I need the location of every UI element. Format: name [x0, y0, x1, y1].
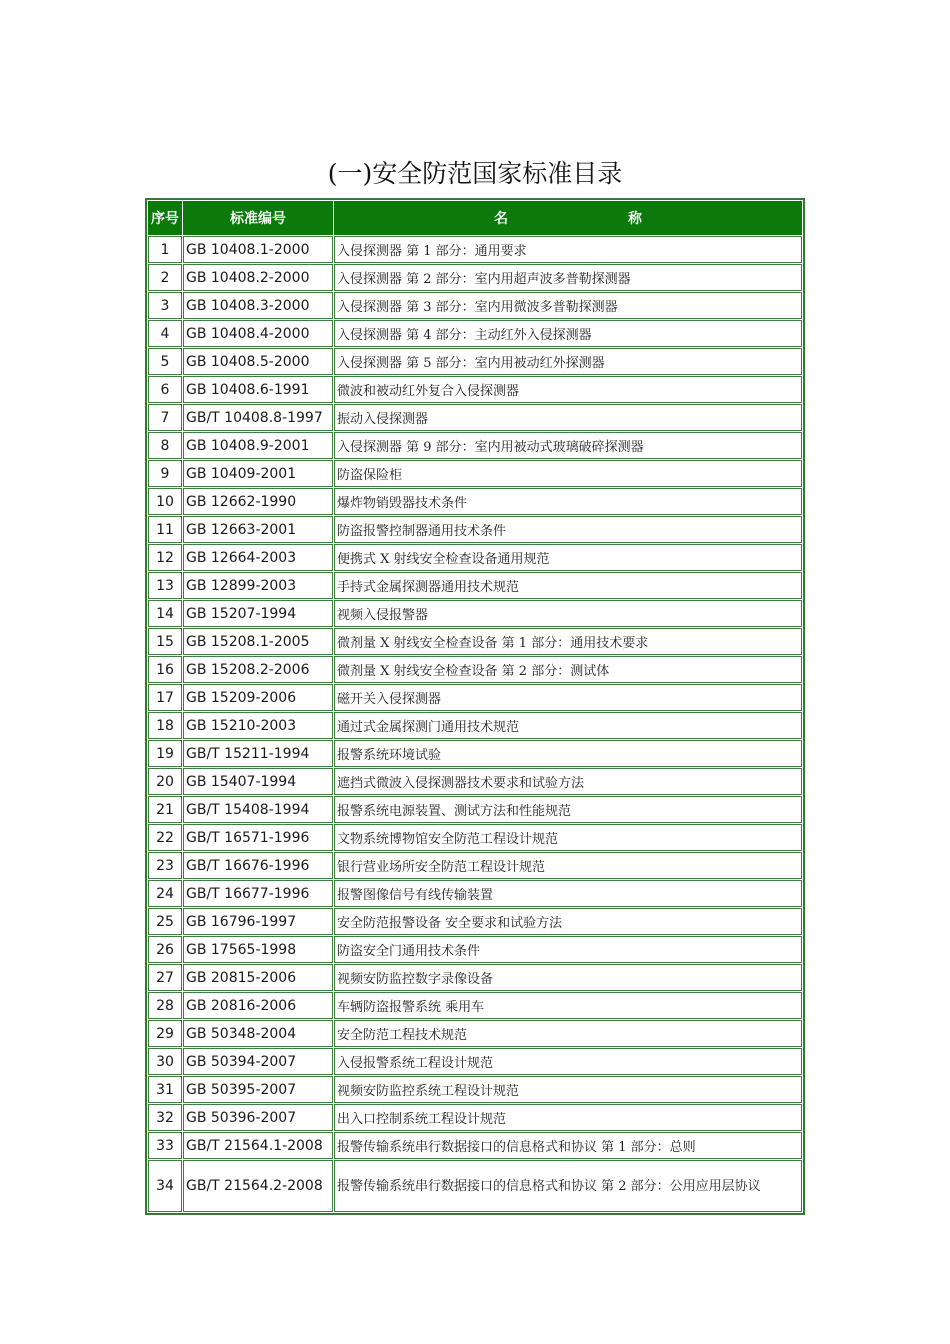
- cell-standard-code: GB 20815-2006: [183, 964, 333, 991]
- table-row: [148, 1160, 802, 1212]
- cell-standard-code: GB 10408.4-2000: [183, 320, 333, 347]
- cell-serial-number: 26: [148, 936, 182, 963]
- cell-standard-code: GB/T 10408.8-1997: [183, 404, 333, 431]
- cell-standard-code: GB/T 16571-1996: [183, 824, 333, 851]
- header-serial-number: 序号: [148, 201, 182, 235]
- cell-standard-name: 防盗安全门通用技术条件: [334, 936, 802, 963]
- cell-serial-number: 10: [148, 488, 182, 515]
- cell-serial-number: 2: [148, 264, 182, 291]
- header-name-right: 称: [628, 211, 642, 227]
- cell-standard-name: 遮挡式微波入侵探测器技术要求和试验方法: [334, 768, 802, 795]
- table-row: [148, 628, 802, 655]
- cell-standard-code: GB 10408.3-2000: [183, 292, 333, 319]
- cell-serial-number: 29: [148, 1020, 182, 1047]
- table-row: [148, 1104, 802, 1131]
- cell-serial-number: 17: [148, 684, 182, 711]
- cell-standard-name: 通过式金属探测门通用技术规范: [334, 712, 802, 739]
- cell-standard-name: 出入口控制系统工程设计规范: [334, 1104, 802, 1131]
- cell-serial-number: 23: [148, 852, 182, 879]
- cell-standard-code: GB 10408.2-2000: [183, 264, 333, 291]
- cell-serial-number: 19: [148, 740, 182, 767]
- cell-standard-name: 防盗保险柜: [334, 460, 802, 487]
- table-row: [148, 684, 802, 711]
- cell-serial-number: 11: [148, 516, 182, 543]
- table-row: [148, 320, 802, 347]
- table-header: [148, 201, 802, 235]
- standards-table: [147, 200, 803, 1213]
- table-row: [148, 908, 802, 935]
- cell-standard-name: 入侵探测器 第 4 部分：主动红外入侵探测器: [334, 320, 802, 347]
- table-row: [148, 768, 802, 795]
- cell-standard-code: GB 15208.1-2005: [183, 628, 333, 655]
- cell-serial-number: 8: [148, 432, 182, 459]
- cell-serial-number: 12: [148, 544, 182, 571]
- cell-standard-code: GB 15208.2-2006: [183, 656, 333, 683]
- cell-standard-name: 入侵探测器 第 9 部分：室内用被动式玻璃破碎探测器: [334, 432, 802, 459]
- cell-standard-code: GB 15207-1994: [183, 600, 333, 627]
- cell-standard-name: 安全防范工程技术规范: [334, 1020, 802, 1047]
- cell-standard-name: 车辆防盗报警系统 乘用车: [334, 992, 802, 1019]
- table-row: [148, 600, 802, 627]
- table-row: [148, 824, 802, 851]
- cell-serial-number: 7: [148, 404, 182, 431]
- cell-standard-code: GB 10408.5-2000: [183, 348, 333, 375]
- cell-standard-name: 文物系统博物馆安全防范工程设计规范: [334, 824, 802, 851]
- cell-standard-name: 报警传输系统串行数据接口的信息格式和协议 第 2 部分：公用应用层协议: [334, 1160, 802, 1212]
- table-row: [148, 404, 802, 431]
- cell-standard-name: 报警图像信号有线传输装置: [334, 880, 802, 907]
- cell-standard-code: GB/T 16676-1996: [183, 852, 333, 879]
- table-row: [148, 740, 802, 767]
- cell-standard-name: 入侵探测器 第 3 部分：室内用微波多普勒探测器: [334, 292, 802, 319]
- cell-serial-number: 28: [148, 992, 182, 1019]
- cell-standard-code: GB 10408.9-2001: [183, 432, 333, 459]
- table-row: [148, 376, 802, 403]
- cell-standard-code: GB 16796-1997: [183, 908, 333, 935]
- table-row: [148, 852, 802, 879]
- cell-standard-code: GB 20816-2006: [183, 992, 333, 1019]
- cell-serial-number: 22: [148, 824, 182, 851]
- table-row: [148, 796, 802, 823]
- table-row: [148, 1020, 802, 1047]
- cell-standard-name: 银行营业场所安全防范工程设计规范: [334, 852, 802, 879]
- cell-standard-code: GB 12899-2003: [183, 572, 333, 599]
- cell-serial-number: 21: [148, 796, 182, 823]
- table-row: [148, 1132, 802, 1159]
- cell-standard-name: 报警传输系统串行数据接口的信息格式和协议 第 1 部分：总则: [334, 1132, 802, 1159]
- header-row: [148, 201, 802, 235]
- cell-standard-name: 报警系统环境试验: [334, 740, 802, 767]
- cell-standard-name: 爆炸物销毁器技术条件: [334, 488, 802, 515]
- cell-standard-name: 振动入侵探测器: [334, 404, 802, 431]
- cell-standard-code: GB 15209-2006: [183, 684, 333, 711]
- cell-serial-number: 18: [148, 712, 182, 739]
- table-row: [148, 964, 802, 991]
- cell-standard-code: GB/T 15211-1994: [183, 740, 333, 767]
- cell-serial-number: 33: [148, 1132, 182, 1159]
- table-row: [148, 264, 802, 291]
- cell-standard-code: GB 10408.1-2000: [183, 236, 333, 263]
- cell-standard-code: GB/T 21564.1-2008: [183, 1132, 333, 1159]
- cell-standard-name: 防盗报警控制器通用技术条件: [334, 516, 802, 543]
- table-body: [148, 236, 802, 1212]
- table-row: [148, 712, 802, 739]
- table-row: [148, 292, 802, 319]
- cell-serial-number: 20: [148, 768, 182, 795]
- cell-standard-name: 微剂量 X 射线安全检查设备 第 1 部分：通用技术要求: [334, 628, 802, 655]
- standards-table-container: [145, 198, 805, 1215]
- cell-serial-number: 27: [148, 964, 182, 991]
- cell-serial-number: 31: [148, 1076, 182, 1103]
- cell-standard-name: 入侵探测器 第 2 部分：室内用超声波多普勒探测器: [334, 264, 802, 291]
- cell-serial-number: 4: [148, 320, 182, 347]
- table-row: [148, 1076, 802, 1103]
- table-row: [148, 936, 802, 963]
- table-row: [148, 656, 802, 683]
- table-row: [148, 992, 802, 1019]
- cell-serial-number: 6: [148, 376, 182, 403]
- cell-serial-number: 15: [148, 628, 182, 655]
- cell-standard-name: 磁开关入侵探测器: [334, 684, 802, 711]
- cell-serial-number: 14: [148, 600, 182, 627]
- cell-serial-number: 32: [148, 1104, 182, 1131]
- cell-serial-number: 9: [148, 460, 182, 487]
- table-row: [148, 880, 802, 907]
- cell-standard-code: GB 15210-2003: [183, 712, 333, 739]
- header-standard-code: 标准编号: [183, 201, 333, 235]
- cell-standard-name: 微剂量 X 射线安全检查设备 第 2 部分：测试体: [334, 656, 802, 683]
- cell-standard-code: GB/T 16677-1996: [183, 880, 333, 907]
- cell-standard-name: 入侵探测器 第 5 部分：室内用被动红外探测器: [334, 348, 802, 375]
- cell-serial-number: 3: [148, 292, 182, 319]
- header-standard-name: [334, 201, 802, 235]
- cell-serial-number: 25: [148, 908, 182, 935]
- table-row: [148, 432, 802, 459]
- cell-serial-number: 16: [148, 656, 182, 683]
- cell-standard-name: 入侵报警系统工程设计规范: [334, 1048, 802, 1075]
- cell-standard-code: GB 12662-1990: [183, 488, 333, 515]
- cell-standard-code: GB 12664-2003: [183, 544, 333, 571]
- cell-standard-code: GB 50396-2007: [183, 1104, 333, 1131]
- cell-standard-name: 视频入侵报警器: [334, 600, 802, 627]
- cell-standard-name: 安全防范报警设备 安全要求和试验方法: [334, 908, 802, 935]
- table-row: [148, 236, 802, 263]
- cell-standard-code: GB 15407-1994: [183, 768, 333, 795]
- cell-serial-number: 30: [148, 1048, 182, 1075]
- cell-standard-code: GB 50394-2007: [183, 1048, 333, 1075]
- cell-standard-code: GB 10408.6-1991: [183, 376, 333, 403]
- cell-standard-name: 报警系统电源装置、测试方法和性能规范: [334, 796, 802, 823]
- cell-standard-code: GB/T 21564.2-2008: [183, 1160, 333, 1212]
- table-row: [148, 348, 802, 375]
- cell-standard-name: 视频安防监控系统工程设计规范: [334, 1076, 802, 1103]
- cell-standard-code: GB 17565-1998: [183, 936, 333, 963]
- cell-standard-code: GB 12663-2001: [183, 516, 333, 543]
- table-row: [148, 516, 802, 543]
- cell-standard-code: GB 10409-2001: [183, 460, 333, 487]
- cell-serial-number: 5: [148, 348, 182, 375]
- cell-serial-number: 1: [148, 236, 182, 263]
- table-row: [148, 460, 802, 487]
- cell-standard-code: GB/T 15408-1994: [183, 796, 333, 823]
- cell-standard-name: 入侵探测器 第 1 部分：通用要求: [334, 236, 802, 263]
- cell-standard-name: 视频安防监控数字录像设备: [334, 964, 802, 991]
- cell-standard-name: 便携式 X 射线安全检查设备通用规范: [334, 544, 802, 571]
- cell-serial-number: 13: [148, 572, 182, 599]
- cell-serial-number: 24: [148, 880, 182, 907]
- table-row: [148, 572, 802, 599]
- header-name-left: 名: [494, 211, 508, 227]
- table-row: [148, 1048, 802, 1075]
- cell-standard-name: 微波和被动红外复合入侵探测器: [334, 376, 802, 403]
- cell-serial-number: 34: [148, 1160, 182, 1212]
- cell-standard-code: GB 50348-2004: [183, 1020, 333, 1047]
- cell-standard-code: GB 50395-2007: [183, 1076, 333, 1103]
- table-row: [148, 488, 802, 515]
- table-row: [148, 544, 802, 571]
- cell-standard-name: 手持式金属探测器通用技术规范: [334, 572, 802, 599]
- page-title: (一)安全防范国家标准目录: [327, 159, 623, 188]
